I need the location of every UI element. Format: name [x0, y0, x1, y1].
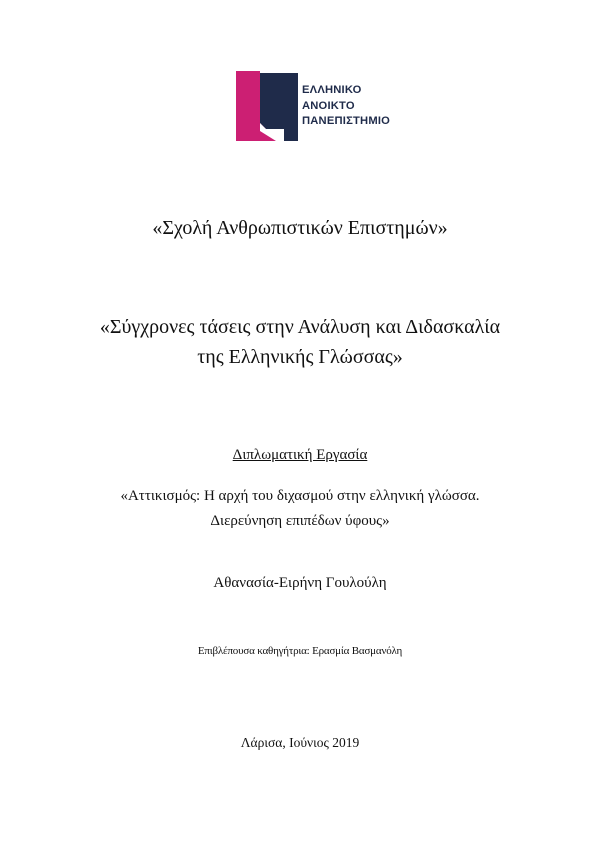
logo-line-2: ΑΝΟΙΚΤΟ — [302, 99, 355, 112]
thesis-title-line-2: Διερεύνηση επιπέδων ύφους» — [210, 513, 390, 529]
logo-line-3: ΠΑΝΕΠΙΣΤΗΜΙΟ — [302, 115, 391, 127]
thesis-title-line-1: «Αττικισμός: Η αρχή του διχασμού στην ελληνική γλώσσα. — [120, 488, 480, 504]
program-title — [0, 312, 600, 372]
program-title-line-1: «Σύγχρονες τάσεις στην Ανάλυση και Διδασκαλία — [99, 316, 501, 338]
logo-line-1: ΕΛΛΗΝΙΚΟ — [302, 84, 362, 96]
supervisor-line: Επιβλέπουσα καθηγήτρια: Ερασμία Βασμανόλη — [197, 645, 403, 657]
author-name: Αθανασία-Ειρήνη Γουλούλη — [213, 575, 387, 591]
thesis-label: Διπλωματική Εργασία — [232, 447, 368, 463]
program-title-line-2: της Ελληνικής Γλώσσας» — [197, 346, 403, 368]
university-logo-text — [302, 83, 422, 130]
school-name: «Σχολή Ανθρωπιστικών Επιστημών» — [152, 217, 448, 239]
place-and-date: Λάρισα, Ιούνιος 2019 — [240, 735, 360, 750]
thesis-title — [0, 484, 600, 534]
university-logo-mark-icon — [236, 71, 306, 141]
university-logo — [236, 71, 422, 141]
